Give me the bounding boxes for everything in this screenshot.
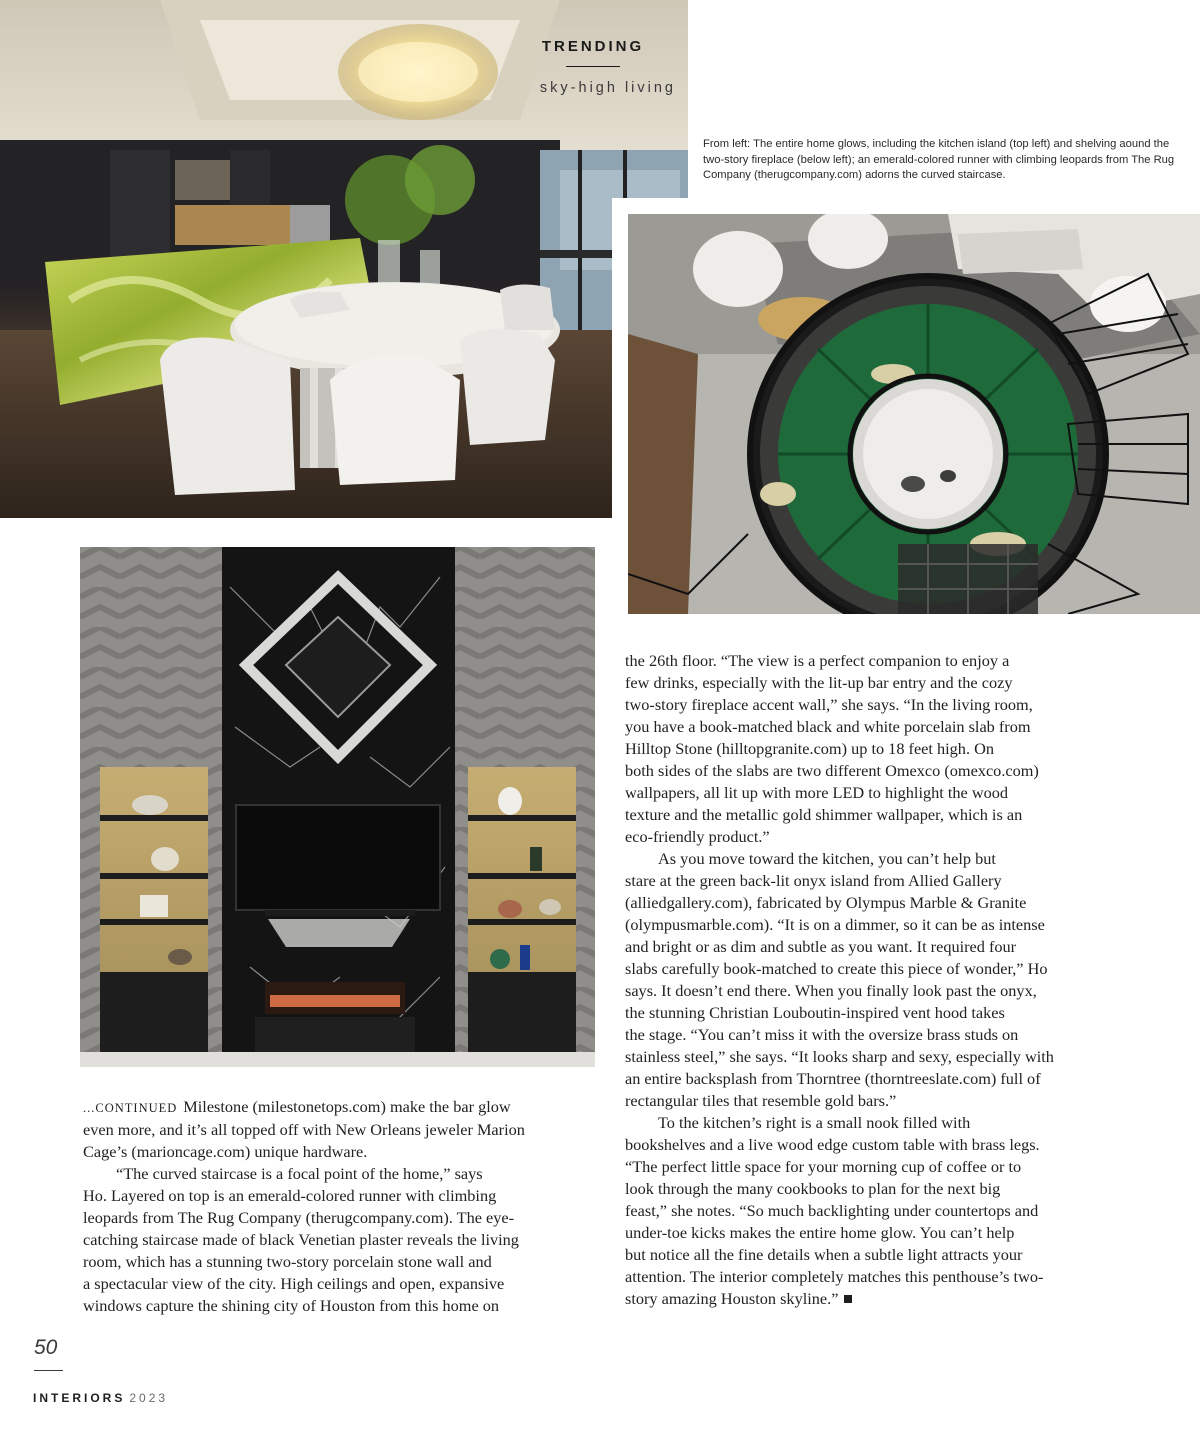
article-line (625, 716, 1085, 738)
article-line-text: a spectacular view of the city. High ceilings and open, expansive (83, 1274, 505, 1293)
article-line (83, 1185, 573, 1207)
article-line-text: To the kitchen’s right is a small nook filled with (658, 1113, 971, 1132)
article-line-text: story amazing Houston skyline.” (625, 1289, 839, 1308)
photo-caption: From left: The entire home glows, including the kitchen island (top left) and shelving aound the two-story fireplace (below left); an emerald-colored runner with climbing leopards from The Rug Company (therugcompany.com) adorns the curved staircase. (703, 138, 1175, 181)
article-line (625, 980, 1085, 1002)
article-line (625, 782, 1085, 804)
article-line (83, 1163, 573, 1185)
article-line-text: stare at the green back-lit onyx island from Allied Gallery (625, 871, 1002, 890)
article-line (83, 1207, 573, 1229)
article-line-text: “The perfect little space for your morning cup of coffee or to (625, 1157, 1022, 1176)
article-line (83, 1295, 573, 1317)
article-line-text: “The curved staircase is a focal point of the home,” says (116, 1164, 483, 1183)
article-line-text: texture and the metallic gold shimmer wallpaper, which is an (625, 805, 1023, 824)
article-line (625, 1244, 1085, 1266)
article-line (625, 1002, 1085, 1024)
staircase-photo (612, 198, 1200, 620)
article-line-text: Ho. Layered on top is an emerald-colored runner with climbing (83, 1186, 497, 1205)
staircase-illustration (628, 214, 1200, 614)
kitchen-illustration (0, 0, 688, 518)
article-line (625, 1200, 1085, 1222)
article-line (625, 848, 1085, 870)
article-line (625, 1178, 1085, 1200)
article-line-text: says. It doesn’t end there. When you finally look past the onyx, (625, 981, 1037, 1000)
article-line (625, 1134, 1085, 1156)
section-label: TRENDING (541, 38, 645, 55)
kitchen-photo (0, 0, 688, 518)
article-line (625, 936, 1085, 958)
article-column-left (83, 1096, 573, 1317)
article-line (625, 672, 1085, 694)
article-line (625, 870, 1085, 892)
article-line-text: windows capture the shining city of Houston from this home on (83, 1296, 500, 1315)
article-line (83, 1251, 573, 1273)
article-line-text: Milestone (milestonetops.com) make the bar glow (183, 1097, 511, 1116)
continued-label: ...CONTINUED (83, 1101, 178, 1115)
article-column-right (625, 650, 1085, 1310)
article-line (625, 1156, 1085, 1178)
article-line (625, 914, 1085, 936)
article-line-text: eco-friendly product.” (625, 827, 770, 846)
article-line-text: bookshelves and a live wood edge custom table with brass legs. (625, 1135, 1040, 1154)
article-line-text: As you move toward the kitchen, you can’t help but (658, 849, 996, 868)
article-line (625, 804, 1085, 826)
article-line (625, 1024, 1085, 1046)
article-line-text: and bright or as dim and subtle as you want. It required four (625, 937, 1017, 956)
article-line (83, 1119, 573, 1141)
article-line-text: the 26th floor. “The view is a perfect companion to enjoy a (625, 651, 1010, 670)
staircase-photo-frame (628, 214, 1200, 614)
article-line (625, 650, 1085, 672)
article-line-text: catching staircase made of black Venetian plaster reveals the living (83, 1230, 519, 1249)
article-line (83, 1141, 573, 1163)
section-subtitle: sky-high living (539, 80, 676, 96)
article-line-text: you have a book-matched black and white porcelain slab from (625, 717, 1031, 736)
article-line (625, 1068, 1085, 1090)
article-line (625, 1090, 1085, 1112)
article-line-text: rectangular tiles that resemble gold bars.” (625, 1091, 897, 1110)
article-line-text: slabs carefully book-matched to create this piece of wonder,” Ho (625, 959, 1048, 978)
article-line-text: even more, and it’s all topped off with New Orleans jeweler Marion (83, 1120, 525, 1139)
folio-rule (34, 1370, 63, 1371)
article-line-text: an entire backsplash from Thorntree (thorntreeslate.com) full of (625, 1069, 1041, 1088)
article-line (625, 1266, 1085, 1288)
page-number: 50 (34, 1336, 58, 1359)
article-line (625, 1112, 1085, 1134)
article-line (83, 1229, 573, 1251)
article-line-text: two-story fireplace accent wall,” she says. “In the living room, (625, 695, 1033, 714)
article-line-text: look through the many cookbooks to plan for the next big (625, 1179, 1001, 1198)
article-line-text: attention. The interior completely matches this penthouse’s two- (625, 1267, 1044, 1286)
end-mark-icon (844, 1295, 852, 1303)
article-line (625, 1046, 1085, 1068)
article-line (625, 958, 1085, 980)
article-line-text: stainless steel,” she says. “It looks sharp and sexy, especially with (625, 1047, 1054, 1066)
article-line (625, 892, 1085, 914)
magazine-name: INTERIORS (33, 1391, 126, 1405)
article-line-text: few drinks, especially with the lit-up bar entry and the cozy (625, 673, 1013, 692)
fireplace-photo (80, 547, 595, 1067)
fireplace-illustration (80, 547, 595, 1067)
article-line-text: but notice all the fine details when a subtle light attracts your (625, 1245, 1023, 1264)
section-rule (566, 66, 620, 67)
article-line-text: the stunning Christian Louboutin-inspired vent hood takes (625, 1003, 1005, 1022)
article-line (625, 760, 1085, 782)
article-line-text: room, which has a stunning two-story porcelain stone wall and (83, 1252, 492, 1271)
article-line (625, 826, 1085, 848)
article-line (83, 1273, 573, 1295)
article-line-text: (olympusmarble.com). “It is on a dimmer, so it can be as intense (625, 915, 1045, 934)
article-line (83, 1096, 573, 1119)
article-line-text: leopards from The Rug Company (therugcompany.com). The eye- (83, 1208, 515, 1227)
article-line-text: the stage. “You can’t miss it with the oversize brass studs on (625, 1025, 1019, 1044)
article-line-text: both sides of the slabs are two different Omexco (omexco.com) (625, 761, 1039, 780)
article-line (625, 694, 1085, 716)
article-line-text: wallpapers, all lit up with more LED to highlight the wood (625, 783, 1008, 802)
article-line-text: Cage’s (marioncage.com) unique hardware. (83, 1142, 368, 1161)
magazine-folio (33, 1391, 168, 1405)
article-line-text: (alliedgallery.com), fabricated by Olympus Marble & Granite (625, 893, 1027, 912)
article-line-text: Hilltop Stone (hilltopgranite.com) up to 18 feet high. On (625, 739, 994, 758)
article-line-text: feast,” she notes. “So much backlighting under countertops and (625, 1201, 1039, 1220)
article-line (625, 1288, 1085, 1310)
article-line (625, 738, 1085, 760)
article-line (625, 1222, 1085, 1244)
article-line-text: under-toe kicks makes the entire home glow. You can’t help (625, 1223, 1015, 1242)
magazine-year: 2023 (129, 1391, 169, 1405)
